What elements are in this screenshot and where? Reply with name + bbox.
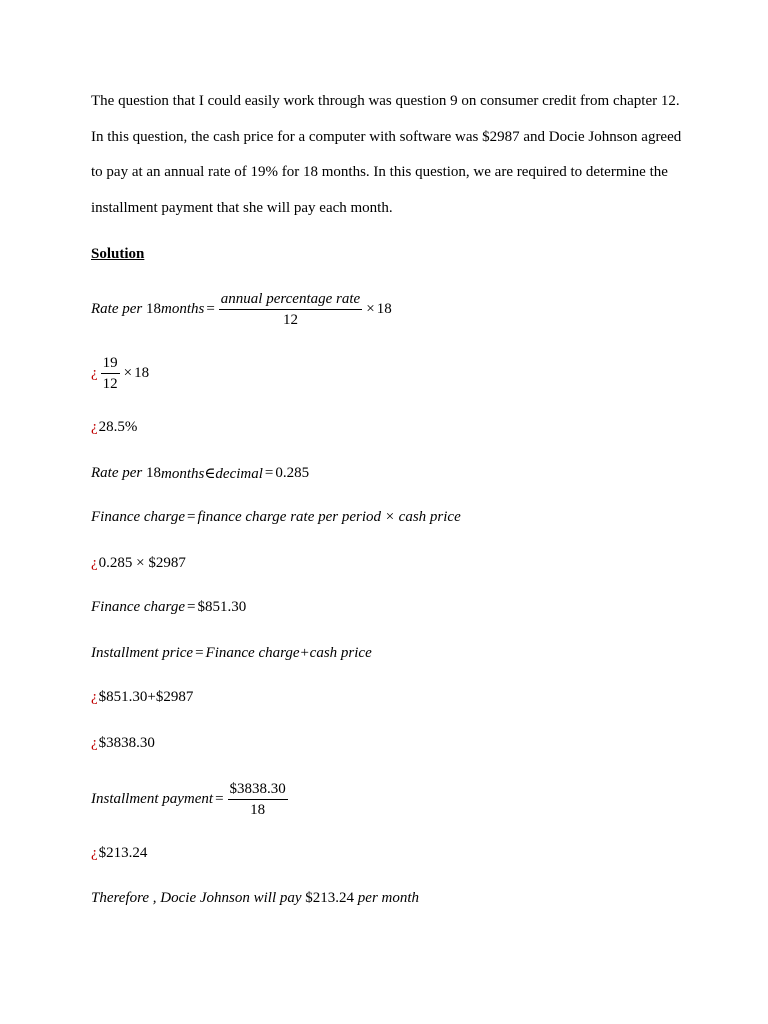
eq8-equals: =	[195, 645, 204, 661]
eq4-value: 0.285	[275, 465, 310, 481]
eq1-numerator: annual percentage rate	[219, 290, 362, 310]
eq1-multiplier: 18	[376, 301, 392, 317]
eq10-value: $3838.30	[98, 735, 155, 751]
eq11-fraction	[228, 780, 288, 819]
equation-finance-charge-formula	[91, 509, 461, 526]
eq7-equals: =	[187, 599, 196, 615]
eq1-months: months	[160, 301, 205, 317]
eq1-fraction	[219, 290, 362, 329]
eq11-numerator: $3838.30	[228, 780, 288, 800]
intro-paragraph: The question that I could easily work through was question 9 on consumer credit from chapter 12. In this question, the cash price for a computer with software was $2987 and Docie Johnson agreed to pay at an annual rate of 19% for 18 months. In this question, we are required to determine the installment payment that she will pay each month.	[91, 93, 682, 216]
eq1-denominator: 12	[283, 312, 298, 328]
conclusion-amount: $213.24	[305, 890, 355, 906]
equation-rate-definition	[91, 290, 392, 329]
eq2-times: ×	[123, 365, 133, 381]
equation-finance-charge-substitution	[91, 555, 186, 572]
equation-installment-payment	[91, 780, 290, 819]
eq2-fraction	[101, 354, 120, 393]
conclusion-line	[91, 890, 419, 907]
eq2-denominator: 12	[102, 376, 118, 392]
equation-rate-decimal	[91, 464, 309, 483]
solution-heading: Solution	[91, 246, 145, 262]
eq2-marker: ¿	[91, 365, 98, 381]
equation-rate-substitution	[91, 354, 149, 393]
eq10-marker: ¿	[91, 735, 98, 751]
eq12-value: $213.24	[98, 845, 148, 861]
eq1-18: 18	[145, 301, 161, 317]
eq4-18: 18	[145, 465, 161, 481]
eq1-equals: =	[206, 301, 215, 317]
eq5-rhs: finance charge rate per period × cash price	[197, 509, 461, 525]
eq4-lhs: Rate per	[91, 465, 143, 481]
eq7-value: $851.30	[197, 599, 247, 615]
equation-installment-price-result	[91, 735, 155, 752]
eq1-lhs: Rate per	[91, 301, 143, 317]
eq3-marker: ¿	[91, 419, 98, 435]
eq8-rhs: Finance charge+cash price	[205, 645, 372, 661]
eq1-times: ×	[366, 301, 375, 317]
eq9-expr: $851.30+$2987	[98, 689, 194, 705]
conclusion-tail: per month	[357, 890, 420, 906]
eq8-lhs: Installment price	[91, 645, 194, 661]
eq2-multiplier: 18	[134, 365, 150, 381]
eq5-equals: =	[187, 509, 196, 525]
eq2-numerator: 19	[101, 354, 120, 374]
eq11-lhs: Installment payment	[91, 791, 214, 807]
eq4-rest: months∈decimal	[160, 466, 263, 482]
eq4-equals: =	[264, 465, 274, 481]
eq6-marker: ¿	[91, 555, 98, 571]
equation-finance-charge-result	[91, 599, 246, 616]
eq7-lhs: Finance charge	[91, 599, 185, 615]
eq11-denominator: 18	[250, 802, 266, 818]
equation-installment-payment-result	[91, 845, 147, 862]
conclusion-lead: Therefore , Docie Johnson will pay	[91, 890, 302, 906]
eq11-equals: =	[215, 791, 224, 807]
eq9-marker: ¿	[91, 689, 98, 705]
equation-rate-result	[91, 419, 137, 436]
eq12-marker: ¿	[91, 845, 98, 861]
eq6-expr: 0.285 × $2987	[98, 555, 186, 571]
eq5-lhs: Finance charge	[91, 509, 185, 525]
eq3-value: 28.5%	[98, 419, 138, 435]
equation-installment-price-substitution	[91, 689, 193, 706]
equation-installment-price-formula	[91, 645, 372, 662]
